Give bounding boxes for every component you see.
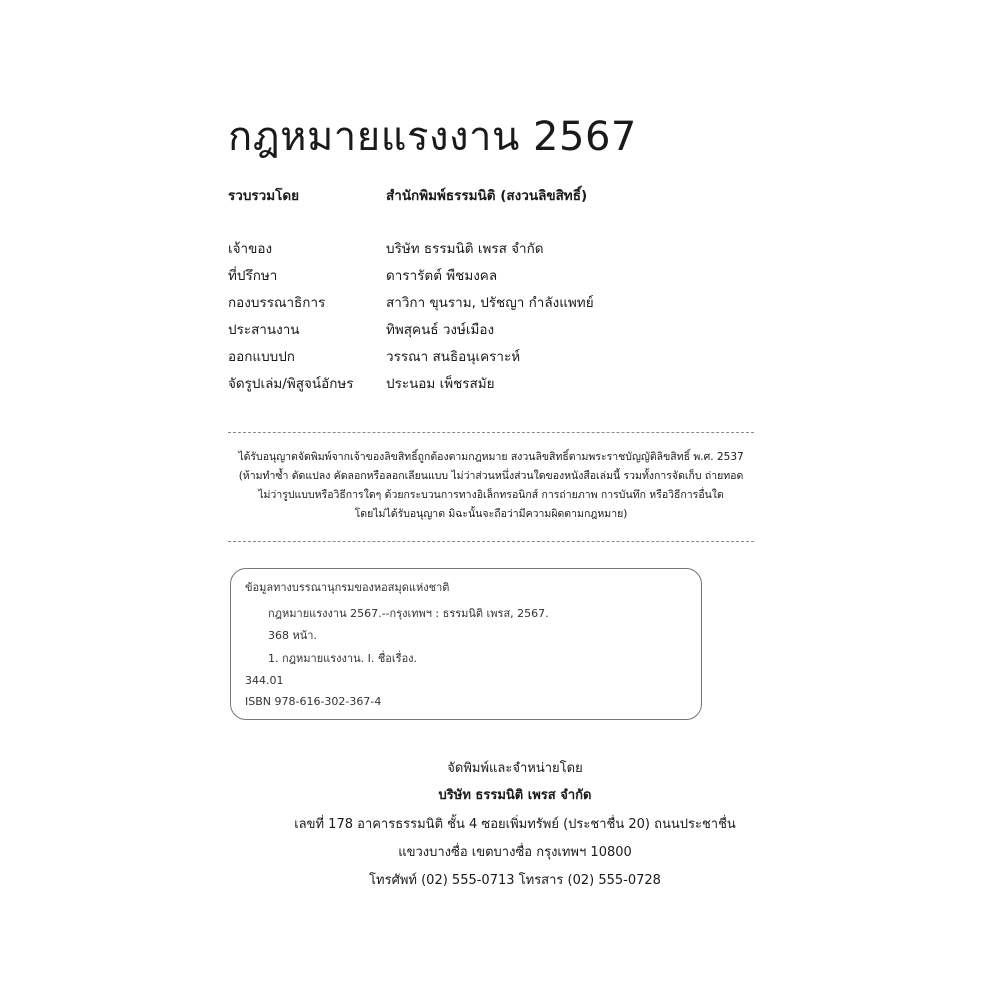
credit-label: ประสานงาน xyxy=(228,322,300,338)
cip-heading: ข้อมูลทางบรรณานุกรมของหอสมุดแห่งชาติ xyxy=(245,581,450,594)
publisher-intro: จัดพิมพ์และจำหน่ายโดย xyxy=(447,761,583,776)
notice-line: (ห้ามทำซ้ำ ดัดแปลง คัดลอกหรือลอกเลียนแบบ ไม่ว่าส่วนหนึ่งส่วนใดของหนังสือเล่มนี้ รวมทั้งการจัดเก็บ ถ่ายทอด xyxy=(238,470,744,482)
publisher-name: บริษัท ธรรมนิติ เพรส จำกัด xyxy=(438,788,592,803)
credit-value: บริษัท ธรรมนิติ เพรส จำกัด xyxy=(386,241,544,257)
notice-line: โดยไม่ได้รับอนุญาต มิฉะนั้นจะถือว่ามีความผิดตามกฎหมาย) xyxy=(354,508,628,520)
copyright-notice xyxy=(228,448,754,524)
cip-entry: กฎหมายแรงงาน 2567.--กรุงเทพฯ : ธรรมนิติ เพรส, 2567. xyxy=(268,607,549,620)
publisher-address-line2: แขวงบางซื่อ เขตบางซื่อ กรุงเทพฯ 10800 xyxy=(398,845,632,860)
notice-line: ได้รับอนุญาตจัดพิมพ์จากเจ้าของลิขสิทธิ์ถูกต้องตามกฎหมาย สงวนลิขสิทธิ์ตามพระราชบัญญัติลิขสิทธิ์ พ.ศ. 2537 xyxy=(238,451,744,463)
compiled-by-value: สำนักพิมพ์ธรรมนิติ (สงวนลิขสิทธิ์) xyxy=(386,188,588,204)
credit-value: ทิพสุคนธ์ วงษ์เมือง xyxy=(386,322,495,338)
credit-label: เจ้าของ xyxy=(228,241,273,257)
credit-value: ประนอม เพ็ชรสมัย xyxy=(386,376,495,392)
credit-label: ที่ปรึกษา xyxy=(228,268,278,284)
compiled-by-label: รวบรวมโดย xyxy=(228,188,300,204)
book-title: กฎหมายแรงงาน 2567 xyxy=(228,113,637,160)
credit-label: ออกแบบปก xyxy=(228,349,295,365)
credit-value: วรรณา สนธิอนุเคราะห์ xyxy=(386,349,521,365)
credit-value: สาวิกา ขุนราม, ปรัชญา กำลังแพทย์ xyxy=(386,295,594,311)
credit-value: ดารารัตต์ พืชมงคล xyxy=(386,268,498,284)
notice-line: ไม่ว่ารูปแบบหรือวิธีการใดๆ ด้วยกระบวนการทางอิเล็กทรอนิกส์ การถ่ายภาพ การบันทึก หรือวิธีการอื่นใด xyxy=(258,489,724,501)
divider-top xyxy=(228,432,754,433)
cip-pages: 368 หน้า. xyxy=(268,629,317,642)
credit-label: กองบรรณาธิการ xyxy=(228,295,326,311)
credit-label: จัดรูปเล่ม/พิสูจน์อักษร xyxy=(228,376,354,392)
cip-isbn: ISBN 978-616-302-367-4 xyxy=(245,695,382,708)
publisher-address-line1: เลขที่ 178 อาคารธรรมนิติ ชั้น 4 ซอยเพิ่มทรัพย์ (ประชาชื่น 20) ถนนประชาชื่น xyxy=(294,817,736,832)
cip-classification: 344.01 xyxy=(245,674,284,687)
divider-bottom xyxy=(228,541,754,542)
publisher-contact: โทรศัพท์ (02) 555-0713 โทรสาร (02) 555-0728 xyxy=(369,873,661,888)
cip-subject: 1. กฎหมายแรงงาน. I. ชื่อเรื่อง. xyxy=(268,652,418,665)
